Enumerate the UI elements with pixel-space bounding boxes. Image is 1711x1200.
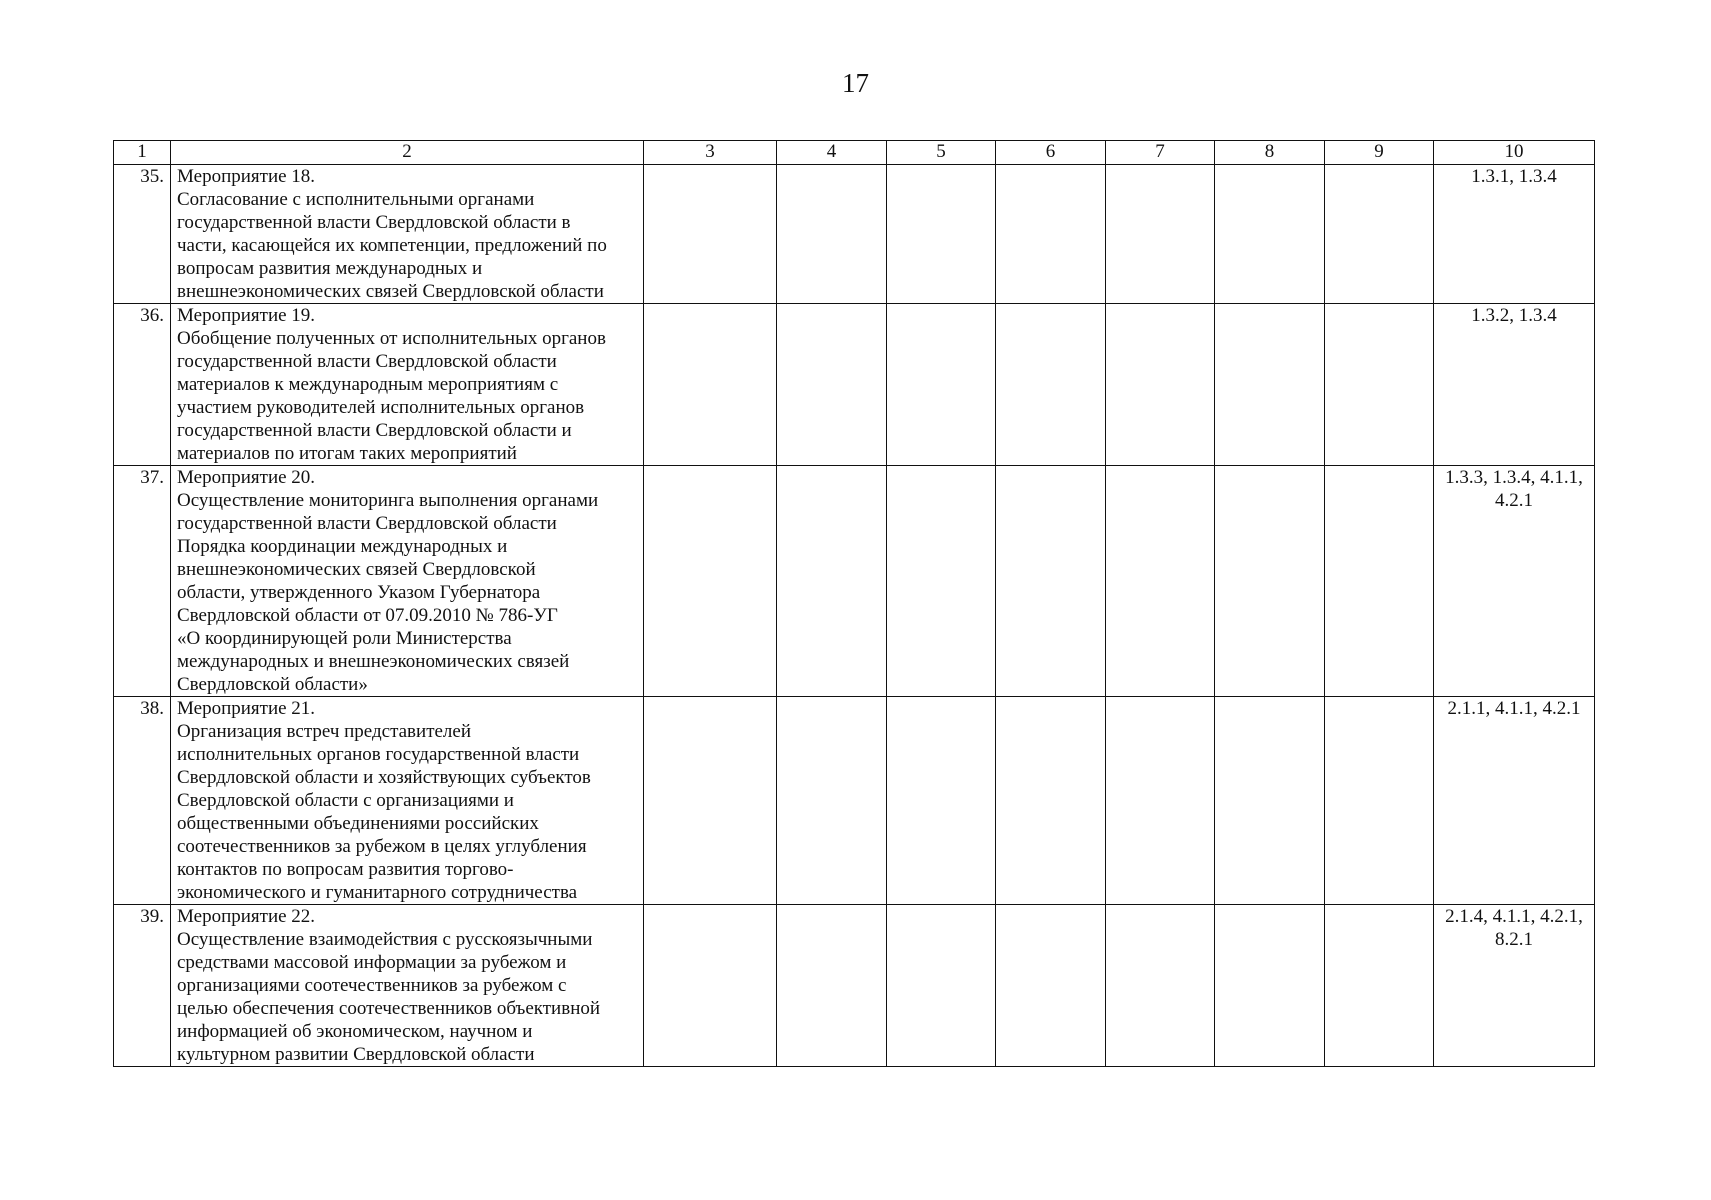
description-line: культурном развитии Свердловской области [177,1044,535,1065]
description-line: Осуществление мониторинга выполнения органами [177,490,599,511]
empty-cell [1325,304,1434,466]
activity-title: Мероприятие 18. [177,166,316,187]
empty-cell [1106,304,1215,466]
ref-line: 1.3.1, 1.3.4 [1471,166,1557,187]
empty-cell [1106,165,1215,304]
empty-cell [1215,165,1325,304]
table-header-row [114,141,1595,165]
description-line: государственной власти Свердловской области и [177,420,572,441]
empty-cell [887,165,996,304]
activity-description [171,905,644,1067]
activity-title: Мероприятие 19. [177,305,316,326]
empty-cell [996,304,1106,466]
description-line: Согласование с исполнительными органами [177,189,535,210]
description-line: внешнеэкономических связей Свердловской области [177,281,604,302]
empty-cell [887,466,996,697]
empty-cell [996,905,1106,1067]
target-refs [1434,466,1595,697]
ref-line: 8.2.1 [1495,929,1533,950]
ref-line: 1.3.2, 1.3.4 [1471,305,1557,326]
description-line: Порядка координации международных и [177,536,508,557]
empty-cell [1325,466,1434,697]
table-row [114,697,1595,905]
empty-cell [1106,466,1215,697]
description-line: области, утвержденного Указом Губернатора [177,582,541,603]
target-refs [1434,905,1595,1067]
description-line: внешнеэкономических связей Свердловской [177,559,536,580]
description-line: Свердловской области от 07.09.2010 № 786-УГ [177,605,558,626]
empty-cell [996,697,1106,905]
empty-cell [644,165,777,304]
empty-cell [1215,466,1325,697]
empty-cell [996,466,1106,697]
empty-cell [777,165,887,304]
empty-cell [1215,697,1325,905]
activities-table [113,140,1595,1067]
empty-cell [777,304,887,466]
empty-cell [777,905,887,1067]
empty-cell [1215,905,1325,1067]
description-line: Свердловской области и хозяйствующих субъектов [177,767,591,788]
description-line: части, касающейся их компетенции, предложений по [177,235,607,256]
description-line: экономического и гуманитарного сотрудничества [177,882,578,903]
description-line: государственной власти Свердловской области [177,513,557,534]
description-line: Обобщение полученных от исполнительных органов [177,328,606,349]
description-line: исполнительных органов государственной власти [177,744,580,765]
empty-cell [1325,905,1434,1067]
column-header: 1 [114,141,171,165]
empty-cell [644,697,777,905]
description-line: государственной власти Свердловской области в [177,212,571,233]
activity-description [171,304,644,466]
description-line: Организация встреч представителей [177,721,472,742]
table-row [114,304,1595,466]
empty-cell [777,697,887,905]
empty-cell [887,697,996,905]
column-header: 8 [1215,141,1325,165]
description-line: контактов по вопросам развития торгово- [177,859,514,880]
empty-cell [777,466,887,697]
description-line: вопросам развития международных и [177,258,483,279]
column-header: 2 [171,141,644,165]
row-number: 37. [114,466,171,697]
ref-line: 2.1.1, 4.1.1, 4.2.1 [1447,698,1581,719]
description-line: материалов по итогам таких мероприятий [177,443,517,464]
empty-cell [887,905,996,1067]
row-number: 39. [114,905,171,1067]
empty-cell [887,304,996,466]
column-header: 7 [1106,141,1215,165]
activity-description [171,697,644,905]
table-row [114,905,1595,1067]
ref-line: 4.2.1 [1495,490,1533,511]
empty-cell [644,466,777,697]
column-header: 10 [1434,141,1595,165]
target-refs [1434,165,1595,304]
description-line: участием руководителей исполнительных органов [177,397,585,418]
activity-title: Мероприятие 20. [177,467,316,488]
ref-line: 2.1.4, 4.1.1, 4.2.1, [1445,906,1583,927]
empty-cell [644,905,777,1067]
empty-cell [644,304,777,466]
column-header: 6 [996,141,1106,165]
column-header: 4 [777,141,887,165]
description-line: материалов к международным мероприятиям с [177,374,559,395]
description-line: средствами массовой информации за рубежом и [177,952,567,973]
activity-description [171,165,644,304]
description-line: информацией об экономическом, научном и [177,1021,533,1042]
description-line: организациями соотечественников за рубежом с [177,975,567,996]
empty-cell [1325,165,1434,304]
empty-cell [1325,697,1434,905]
description-line: Осуществление взаимодействия с русскоязычными [177,929,593,950]
empty-cell [996,165,1106,304]
row-number: 36. [114,304,171,466]
description-line: соотечественников за рубежом в целях углубления [177,836,587,857]
activity-title: Мероприятие 22. [177,906,316,927]
target-refs [1434,697,1595,905]
description-line: государственной власти Свердловской области [177,351,557,372]
activity-title: Мероприятие 21. [177,698,316,719]
table-row [114,466,1595,697]
row-number: 35. [114,165,171,304]
description-line: «О координирующей роли Министерства [177,628,512,649]
description-line: международных и внешнеэкономических связей [177,651,570,672]
description-line: Свердловской области с организациями и [177,790,514,811]
column-header: 3 [644,141,777,165]
column-header: 9 [1325,141,1434,165]
empty-cell [1215,304,1325,466]
description-line: общественными объединениями российских [177,813,539,834]
page-number: 17 [842,68,869,98]
table-body [114,141,1595,1067]
column-header: 5 [887,141,996,165]
activity-description [171,466,644,697]
empty-cell [1106,697,1215,905]
row-number: 38. [114,697,171,905]
target-refs [1434,304,1595,466]
ref-line: 1.3.3, 1.3.4, 4.1.1, [1445,467,1583,488]
description-line: целью обеспечения соотечественников объективной [177,998,601,1019]
description-line: Свердловской области» [177,674,368,695]
empty-cell [1106,905,1215,1067]
table-row [114,165,1595,304]
